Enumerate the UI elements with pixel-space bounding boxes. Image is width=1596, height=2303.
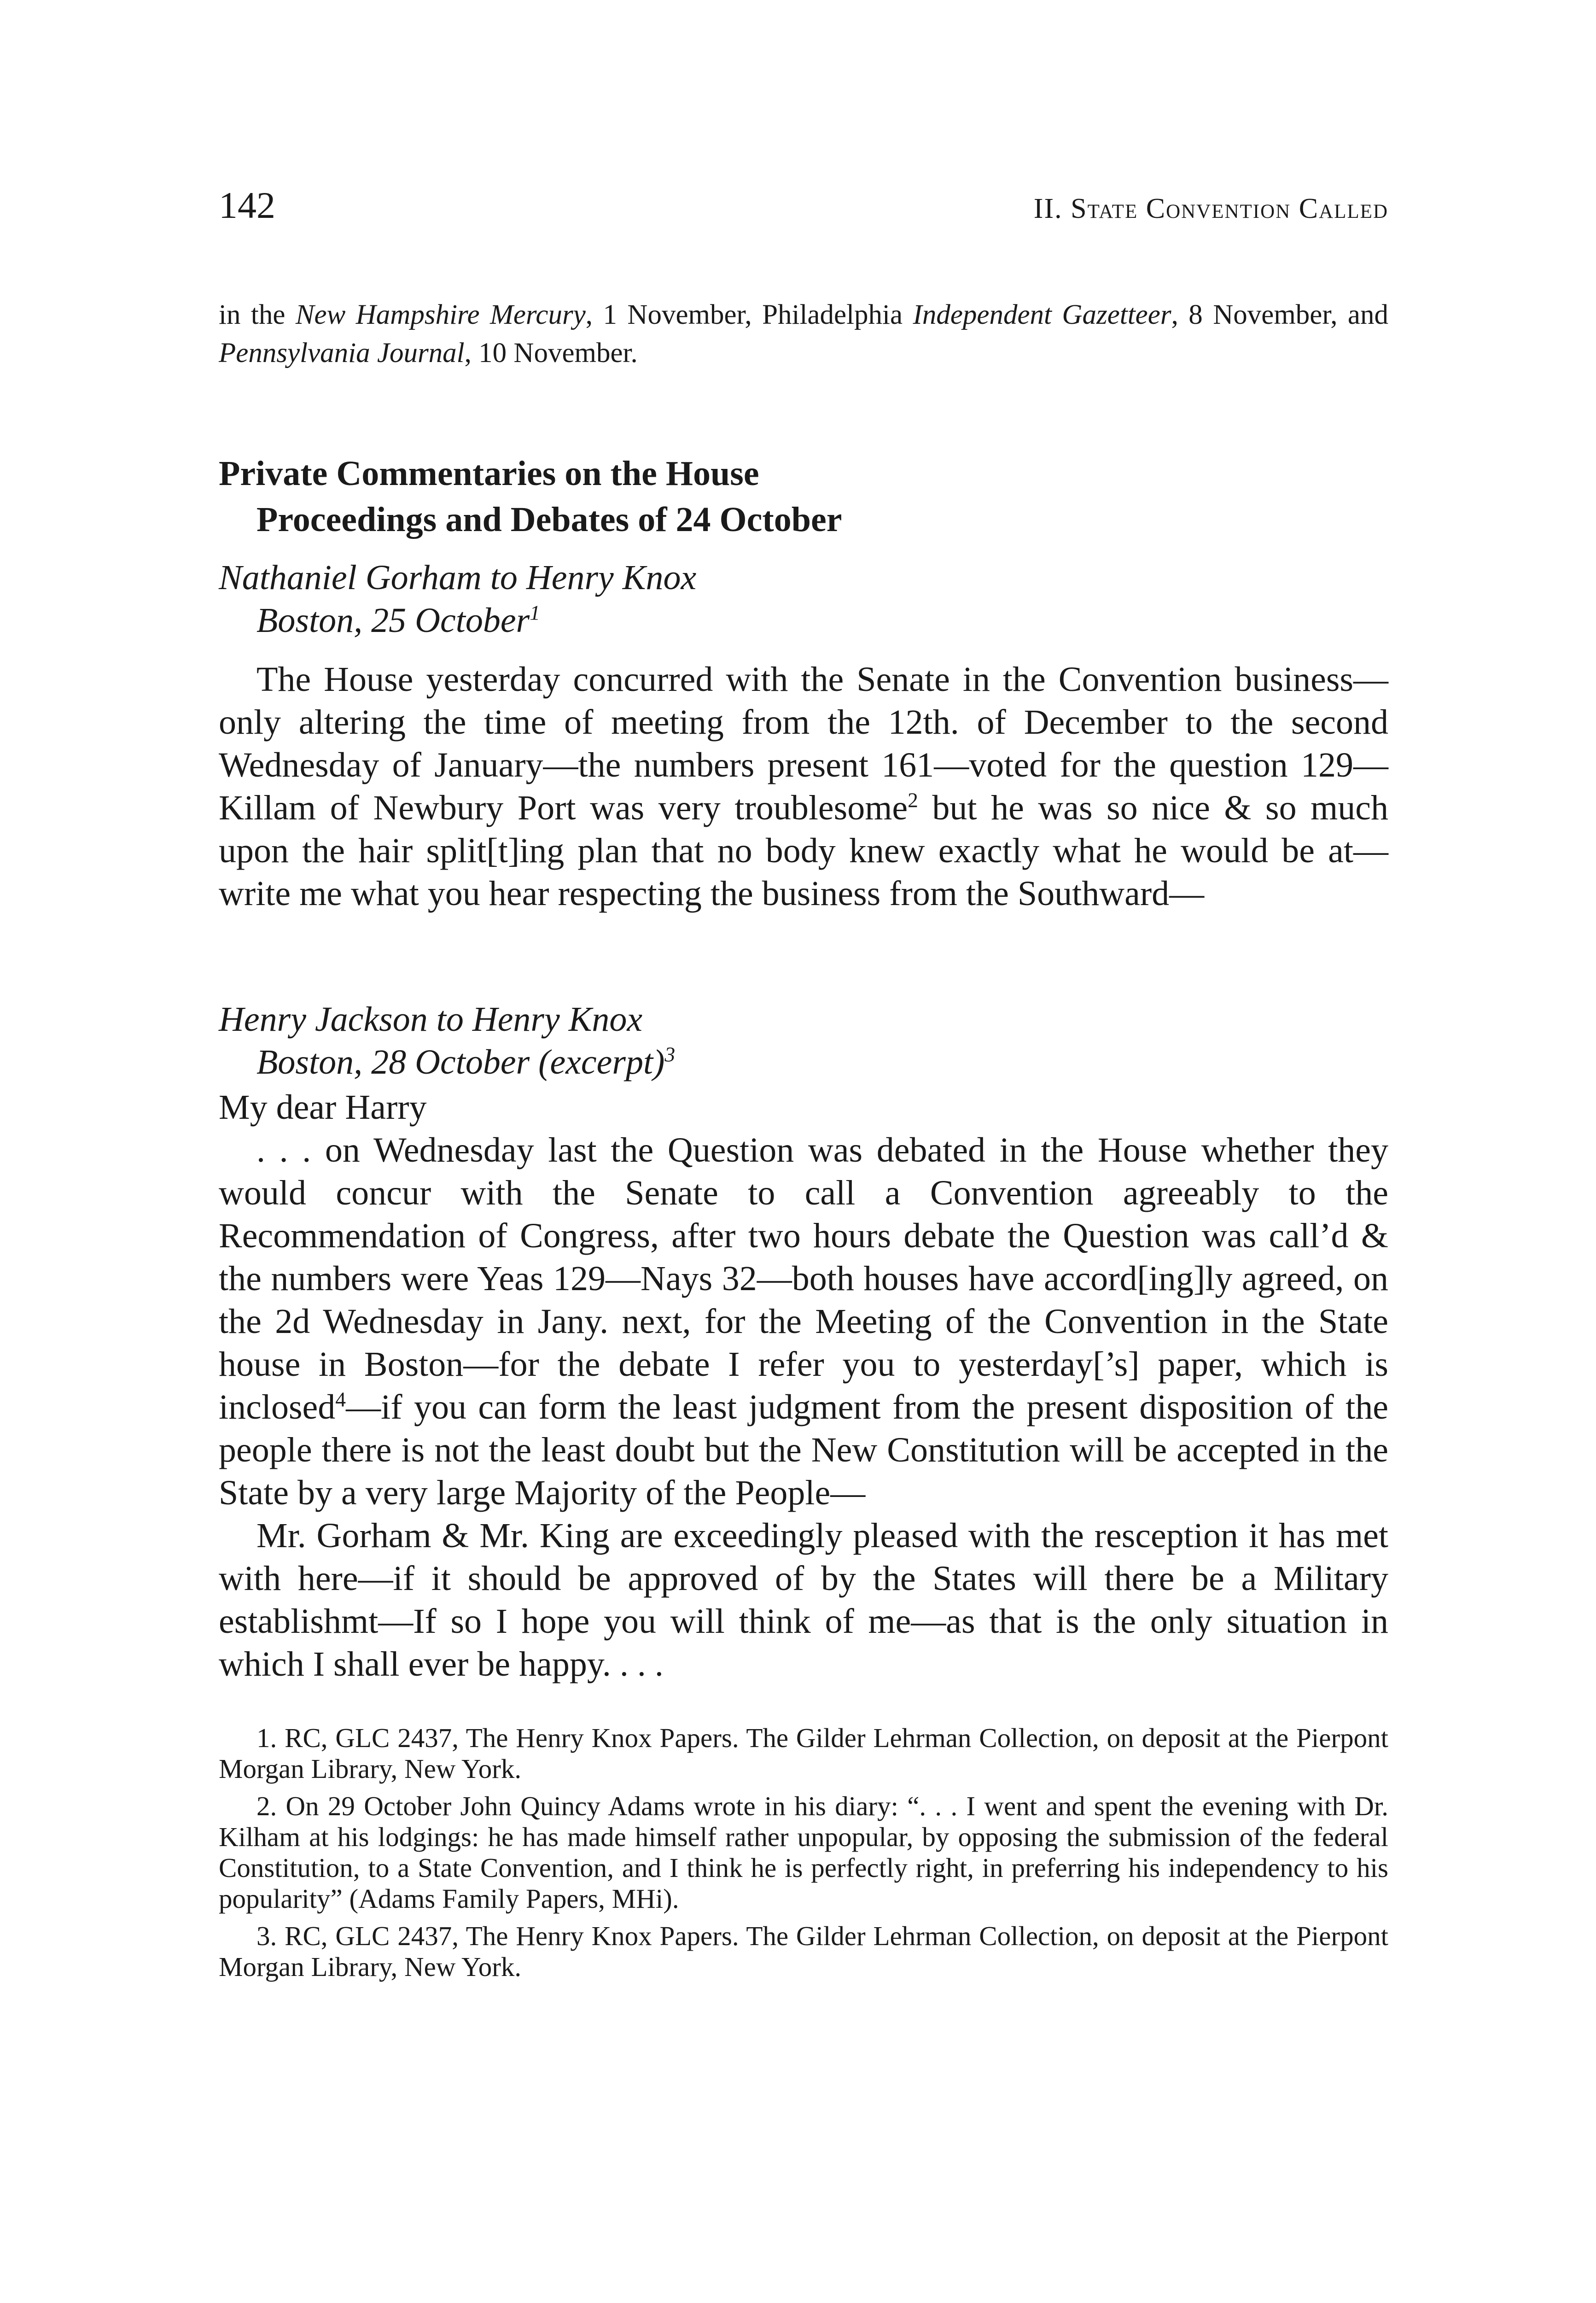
footnote: 3. RC, GLC 2437, The Henry Knox Papers. The Gilder Lehrman Collection, on deposit at the Pierpont Morgan Library, New York. [219,1921,1388,1982]
intro-title-3: Pennsylvania Journal [219,338,465,368]
running-head [219,184,1388,226]
footnote-ref: 2 [908,788,918,812]
letter-1-heading [219,556,1388,642]
intro-text: , 1 November, Philadelphia [585,299,913,330]
letter-1-body [219,658,1388,915]
intro-paragraph [219,296,1388,372]
letter-1-title: Nathaniel Gorham to Henry Knox [219,558,697,597]
letter-2-title: Henry Jackson to Henry Knox [219,1000,643,1039]
running-title: II. State Convention Called [1033,193,1388,224]
letter-1-place-date: Boston, 25 October [256,601,530,640]
footnotes [219,1723,1388,1982]
intro-text: , 10 November. [464,338,638,368]
letter-2-heading [219,998,1388,1084]
page-number: 142 [219,184,275,226]
section-heading-line-2: Proceedings and Debates of 24 October [256,500,842,539]
letter-2-salutation: My dear Harry [219,1088,427,1127]
footnote-ref: 1 [530,601,540,625]
intro-text: in the [219,299,296,330]
section-heading [219,450,1388,543]
intro-title-1: New Hampshire Mercury [295,299,586,330]
footnote: 2. On 29 October John Quincy Adams wrote in his diary: “. . . I went and spent the evening with Dr. Kilham at his lodgings: he has made himself rather unpopular, by opposing the submission of the federal Constitution, to a State Convention, and I think he is perfectly right, in preferring his independency to his popularity” (Adams Family Papers, MHi). [219,1791,1388,1914]
letter-2-place-date: Boston, 28 October (excerpt) [256,1043,665,1081]
footnote-ref: 3 [664,1042,676,1066]
letter-2-text: —if you can form the least judgment from the present disposition of the people there is not the least doubt but the New Constitution will be accepted in the State by a very large Majority of the People— [219,1388,1388,1512]
letter-2-text: . . . on Wednesday last the Question was debated in the House whether they would concur with the Senate to call a Convention agreeably to the Recommendation of Congress, after two hours debate the Question was call’d & the numbers were Yeas 129—Nays 32—both houses have accord[ing]ly agreed, on the 2d Wednesday in Jany. next, for the Meeting of the Convention in the State house in Boston—for the debate I refer you to yesterday[’s] paper, which is inclosed [219,1131,1388,1426]
footnote-ref: 4 [335,1387,346,1411]
intro-text: , 8 November, and [1171,299,1388,330]
letter-1-text: The House yesterday concurred with the Senate in the Convention business—only altering the time of meeting from the 12th. of December to the second Wednesday of January—the numbers present 161—voted for the question 129—Killam of Newbury Port was very troublesome [219,660,1388,827]
document-page [219,184,1388,1989]
section-heading-line-1: Private Commentaries on the House [219,454,759,493]
letter-1-text: but he was so nice & so much upon the hair split[t]ing plan that no body knew exactly what he would be at—write me what you hear respecting the business from the Southward— [219,789,1388,913]
footnote: 1. RC, GLC 2437, The Henry Knox Papers. The Gilder Lehrman Collection, on deposit at the Pierpont Morgan Library, New York. [219,1723,1388,1784]
letter-2-paragraph: Mr. Gorham & Mr. King are exceedingly pleased with the resception it has met with here—if it should be approved of by the States will there be a Military establishmt—If so I hope you will think of me—as that is the only situation in which I shall ever be happy. . . . [219,1516,1388,1683]
letter-1-paragraph [219,658,1388,915]
letter-2-paragraph [219,1129,1388,1514]
intro-title-2: Independent Gazetteer [913,299,1171,330]
letter-2-body [219,1129,1388,1686]
